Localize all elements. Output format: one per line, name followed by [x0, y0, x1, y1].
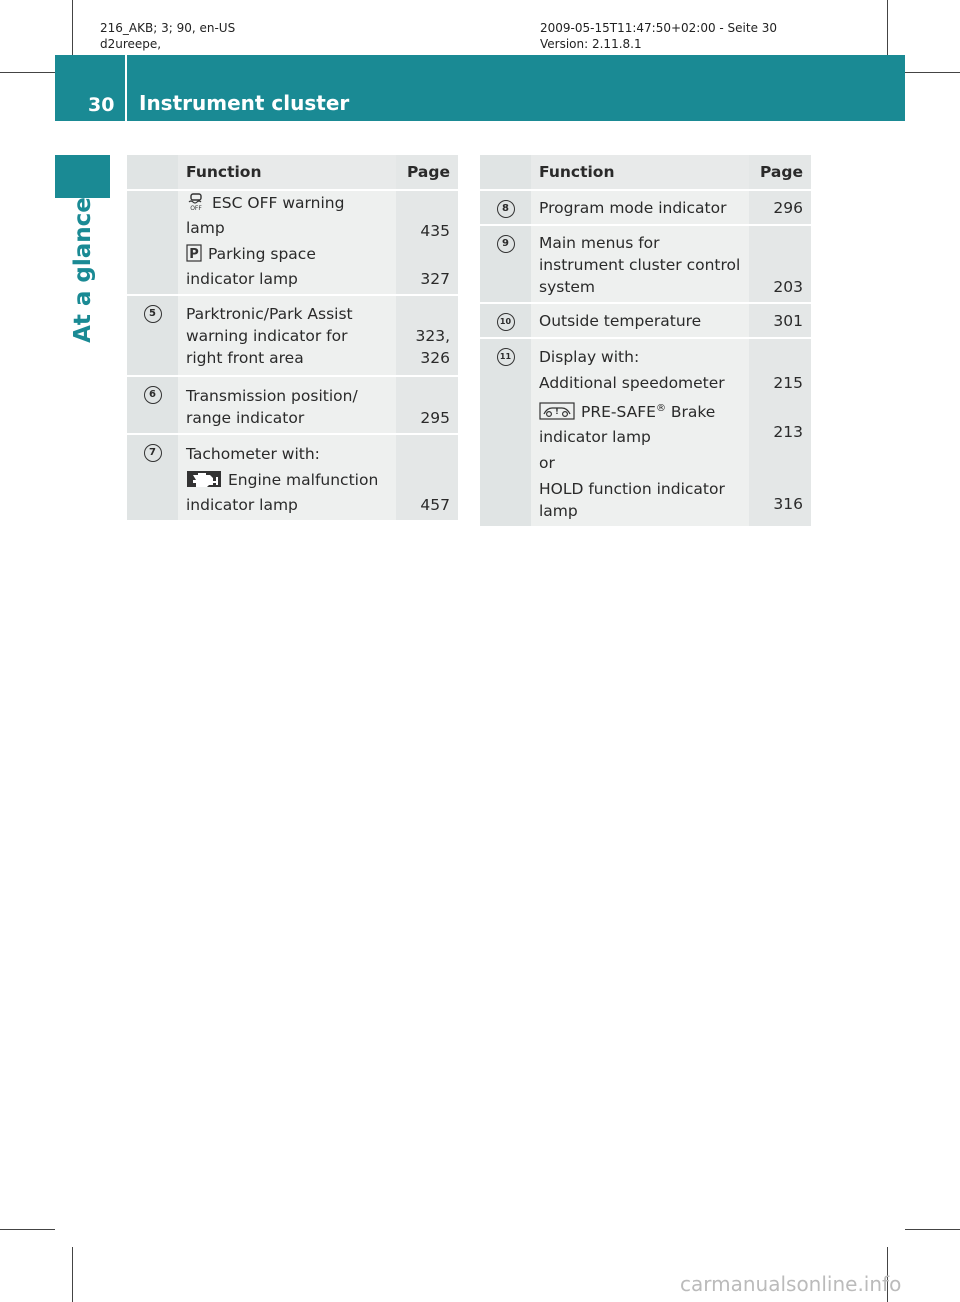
header-num-cell — [127, 155, 178, 190]
row-num — [127, 376, 178, 434]
row-function: Main menus for instrument cluster control system — [531, 225, 749, 303]
callout-number: 8 — [497, 200, 515, 218]
row-page: 301 — [749, 303, 811, 338]
row-page: 457 — [396, 434, 458, 520]
function-text: PRE-SAFE — [581, 403, 656, 422]
side-tab-label: At a glance — [70, 197, 96, 343]
header-page: Page — [396, 155, 458, 190]
row-num — [480, 338, 531, 526]
function-table-left — [127, 155, 458, 520]
header-page: Page — [749, 155, 811, 190]
function-entry: or — [539, 454, 555, 473]
svg-text:!: ! — [555, 407, 559, 417]
callout-number: 11 — [497, 348, 515, 366]
crop-mark — [72, 0, 73, 55]
page-ref: 213 — [773, 423, 803, 441]
table-row — [127, 190, 458, 295]
crop-mark — [887, 0, 888, 55]
esc-off-icon — [186, 193, 206, 217]
function-text: ESC OFF warning lamp — [186, 194, 345, 237]
meta-left-line2: d2ureepe, — [100, 37, 162, 51]
print-meta-left — [100, 20, 235, 52]
meta-left-line1: 216_AKB; 3; 90, en-US — [100, 21, 236, 35]
row-function: Outside temperature — [531, 303, 749, 338]
svg-text:P: P — [189, 247, 199, 262]
callout-number: 9 — [497, 235, 515, 253]
callout-number: 5 — [144, 305, 162, 323]
table-row — [480, 303, 811, 338]
row-page — [396, 295, 458, 376]
header-divider — [125, 55, 127, 121]
header-function: Function — [531, 155, 749, 190]
callout-number: 7 — [144, 444, 162, 462]
registered-mark: ® — [655, 403, 666, 414]
function-text: Parking space indicator lamp — [186, 245, 316, 288]
side-tab-block — [55, 155, 110, 198]
function-entry — [186, 243, 388, 290]
function-table-right — [480, 155, 811, 526]
crop-mark — [72, 1247, 73, 1302]
callout-number: 10 — [497, 313, 515, 331]
crop-mark — [0, 72, 55, 73]
function-entry: Additional speedometer — [539, 374, 725, 392]
row-num — [480, 225, 531, 303]
page-ref: 435 — [420, 222, 450, 240]
row-function: Parktronic/Park Assist warning indicator for right front area — [178, 295, 396, 376]
table-row — [127, 295, 458, 376]
row-function: Transmission position/ range indicator — [178, 376, 396, 434]
watermark: carmanualsonline.info — [680, 1272, 902, 1296]
function-entry — [186, 192, 388, 239]
function-entry: Display with: — [539, 348, 640, 366]
row-function: Program mode indicator — [531, 190, 749, 225]
crop-mark — [905, 1229, 960, 1230]
row-page: 295 — [396, 376, 458, 434]
row-num — [480, 303, 531, 338]
svg-text:OFF: OFF — [190, 205, 202, 211]
page-ref: 327 — [420, 270, 450, 288]
crop-mark — [0, 1229, 55, 1230]
function-entry: Tachometer with: — [186, 445, 320, 463]
section-title: Instrument cluster — [139, 91, 350, 115]
function-entry — [539, 398, 741, 448]
crop-mark — [905, 72, 960, 73]
row-function — [178, 434, 396, 520]
engine-malfunction-icon — [186, 470, 222, 494]
row-num — [480, 190, 531, 225]
page-ref: 326 — [420, 349, 450, 367]
function-text: Engine malfunction indicator lamp — [186, 471, 379, 514]
function-text: Brake indicator lamp — [539, 403, 716, 447]
page-ref: 215 — [773, 374, 803, 392]
function-entry — [186, 469, 388, 516]
row-page: 203 — [749, 225, 811, 303]
row-num — [127, 190, 178, 295]
table-row — [127, 376, 458, 434]
row-num — [127, 434, 178, 520]
table-row — [480, 190, 811, 225]
callout-number: 6 — [144, 386, 162, 404]
row-page: 296 — [749, 190, 811, 225]
row-function — [531, 338, 749, 526]
meta-right-line2: Version: 2.11.8.1 — [540, 37, 642, 51]
page-ref: 323, — [415, 327, 450, 345]
function-entry: HOLD function indicator lamp — [539, 480, 725, 521]
table-header-row — [480, 155, 811, 190]
table-row — [480, 225, 811, 303]
page-ref: 316 — [773, 495, 803, 513]
table-row — [127, 434, 458, 520]
row-page — [396, 190, 458, 295]
row-function — [178, 190, 396, 295]
table-row — [480, 338, 811, 526]
parking-p-icon — [186, 244, 202, 268]
print-meta-right — [540, 20, 777, 52]
table-header-row — [127, 155, 458, 190]
header-function: Function — [178, 155, 396, 190]
page-number: 30 — [88, 94, 115, 116]
header-num-cell — [480, 155, 531, 190]
presafe-brake-icon — [539, 402, 575, 426]
meta-right-line1: 2009-05-15T11:47:50+02:00 - Seite 30 — [540, 21, 778, 35]
row-page — [749, 338, 811, 526]
row-num — [127, 295, 178, 376]
